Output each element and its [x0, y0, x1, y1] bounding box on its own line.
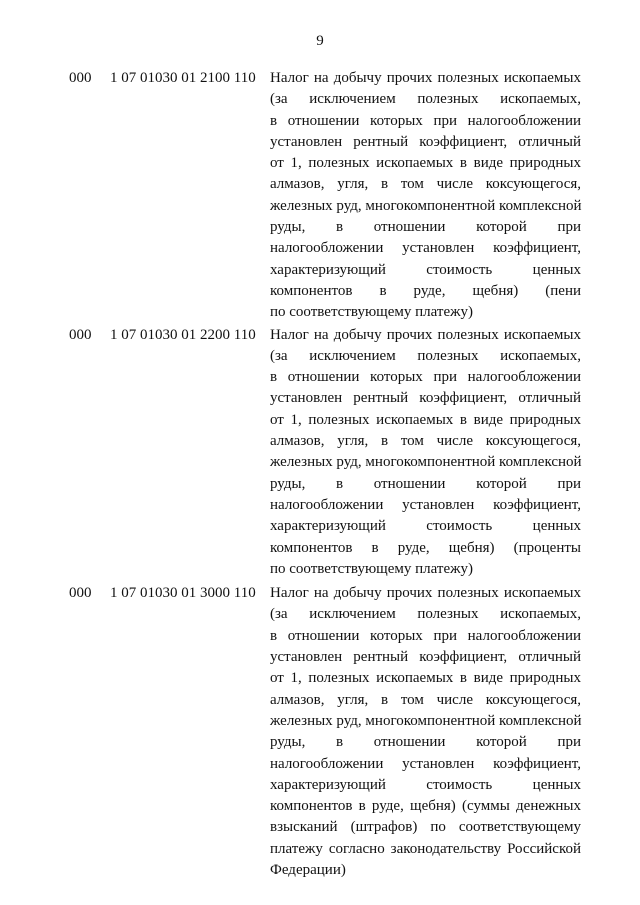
description-line: железных руд, многокомпонентной комплексной — [270, 454, 582, 471]
description-line: по соответствующему платежу) — [270, 560, 473, 577]
description-line: руды, в отношении которой при — [270, 475, 581, 492]
description-line: от 1, полезных ископаемых в виде природных — [270, 155, 581, 172]
description-line: алмазов, угля, в том числе коксующегося, — [270, 691, 581, 708]
kbk-code: 1 07 01030 01 2200 110 — [110, 326, 256, 343]
description-line: в отношении которых при налогообложении — [270, 112, 581, 129]
description-line: железных руд, многокомпонентной комплексной — [270, 197, 582, 214]
admin-code: 000 — [69, 70, 92, 86]
admin-code: 000 — [69, 585, 92, 602]
description-line: руды, в отношении которой при — [270, 734, 581, 751]
kbk-description — [270, 583, 581, 881]
kbk-code: 1 07 01030 01 3000 110 — [110, 585, 256, 602]
kbk-row — [0, 325, 640, 581]
description-line: установлен рентный коэффициент, отличный — [270, 390, 581, 407]
description-line: в отношении которых при налогообложении — [270, 627, 581, 644]
kbk-description — [270, 68, 581, 324]
kbk-table — [0, 68, 640, 881]
description-line: характеризующий стоимость ценных — [270, 776, 581, 793]
description-line: компонентов в руде, щебня) (пени — [270, 282, 581, 299]
description-line: Налог на добычу прочих полезных ископаемых — [270, 585, 581, 602]
description-line: компонентов в руде, щебня) (суммы денежных — [270, 798, 581, 815]
kbk-description — [270, 325, 581, 581]
description-line: платежу согласно законодательству Российской — [270, 840, 581, 857]
description-line: характеризующий стоимость ценных — [270, 261, 581, 278]
kbk-row — [0, 68, 640, 324]
description-line: (за исключением полезных ископаемых, — [270, 91, 581, 108]
description-line: установлен рентный коэффициент, отличный — [270, 133, 581, 150]
description-line: Федерации) — [270, 861, 346, 878]
description-line: алмазов, угля, в том числе коксующегося, — [270, 433, 581, 450]
description-line: (за исключением полезных ископаемых, — [270, 347, 581, 364]
description-line: установлен рентный коэффициент, отличный — [270, 649, 581, 666]
description-line: по соответствующему платежу) — [270, 304, 473, 321]
description-line: налогообложении установлен коэффициент, — [270, 755, 581, 772]
page-number: 9 — [316, 33, 324, 49]
admin-code: 000 — [69, 326, 92, 343]
kbk-code: 1 07 01030 01 2100 110 — [110, 70, 256, 86]
description-line: в отношении которых при налогообложении — [270, 369, 581, 386]
description-line: Налог на добычу прочих полезных ископаемых — [270, 70, 581, 86]
description-line: алмазов, угля, в том числе коксующегося, — [270, 176, 581, 193]
description-line: от 1, полезных ископаемых в виде природных — [270, 670, 581, 687]
description-line: характеризующий стоимость ценных — [270, 518, 581, 535]
description-line: налогообложении установлен коэффициент, — [270, 496, 581, 513]
description-line: руды, в отношении которой при — [270, 219, 581, 236]
description-line: Налог на добычу прочих полезных ископаемых — [270, 326, 581, 343]
description-line: компонентов в руде, щебня) (проценты — [270, 539, 581, 556]
kbk-row — [0, 583, 640, 881]
description-line: от 1, полезных ископаемых в виде природных — [270, 411, 581, 428]
description-line: взысканий (штрафов) по соответствующему — [270, 819, 581, 836]
description-line: железных руд, многокомпонентной комплексной — [270, 712, 582, 729]
description-line: (за исключением полезных ископаемых, — [270, 606, 581, 623]
description-line: налогообложении установлен коэффициент, — [270, 240, 581, 257]
